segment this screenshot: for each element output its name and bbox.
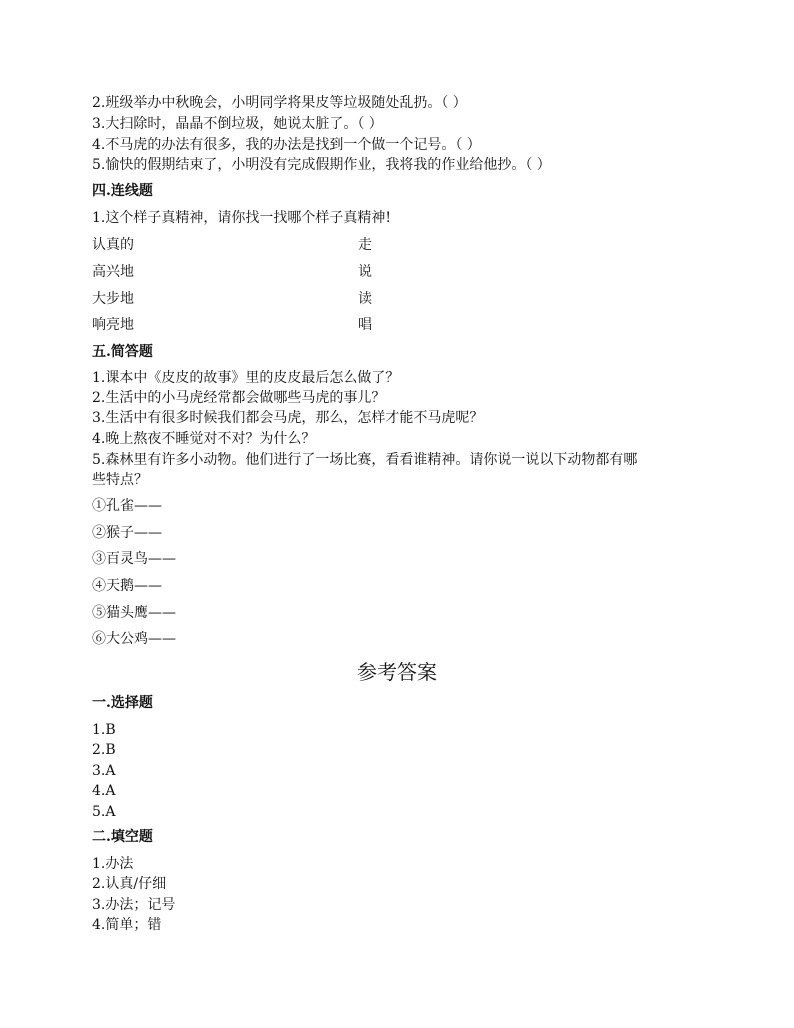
matching-right-item: 走 bbox=[358, 237, 372, 253]
short-answer-question: 1.课本中《皮皮的故事》里的皮皮最后怎么做了？ bbox=[92, 370, 400, 386]
answer-item: 2.认真/仔细 bbox=[92, 876, 167, 892]
matching-question: 1.这个样子真精神，请你找一找哪个样子真精神! bbox=[92, 210, 391, 226]
answer-item: 2.B bbox=[92, 742, 116, 758]
answer-item: 3.A bbox=[92, 763, 116, 779]
answer-item: 1.B bbox=[92, 722, 116, 738]
section-heading-matching: 四.连线题 bbox=[92, 183, 153, 199]
answers-title: 参考答案 bbox=[357, 660, 437, 684]
judge-item-3: 3.大扫除时，晶晶不倒垃圾，她说太脏了。（ ） bbox=[92, 116, 383, 132]
answer-item: 5.A bbox=[92, 804, 116, 820]
matching-right-item: 说 bbox=[358, 264, 372, 280]
animal-item: ⑤猫头鹰—— bbox=[92, 605, 176, 621]
matching-left-item: 大步地 bbox=[92, 291, 134, 307]
answer-item: 1.办法 bbox=[92, 856, 134, 872]
answer-item: 4.A bbox=[92, 783, 116, 799]
answers-section-heading-choice: 一.选择题 bbox=[92, 695, 153, 711]
section-heading-short-answer: 五.简答题 bbox=[92, 344, 153, 360]
judge-item-4: 4.不马虎的办法有很多，我的办法是找到一个做一个记号。（ ） bbox=[92, 137, 481, 153]
judge-item-5: 5.愉快的假期结束了，小明没有完成假期作业，我将我的作业给他抄。（ ） bbox=[92, 157, 551, 173]
short-answer-question: 2.生活中的小马虎经常都会做哪些马虎的事儿？ bbox=[92, 390, 386, 406]
matching-left-item: 响亮地 bbox=[92, 317, 134, 333]
answer-item: 3.办法；记号 bbox=[92, 897, 176, 913]
animal-item: ②猴子—— bbox=[92, 525, 162, 541]
short-answer-question: 5.森林里有许多小动物。他们进行了一场比赛，看看谁精神。请你说一说以下动物都有哪 bbox=[92, 452, 638, 468]
short-answer-question: 4.晚上熬夜不睡觉对不对？为什么？ bbox=[92, 431, 316, 447]
answer-item: 4.简单；错 bbox=[92, 917, 162, 933]
short-answer-question: 3.生活中有很多时候我们都会马虎，那么，怎样才能不马虎呢？ bbox=[92, 410, 484, 426]
animal-item: ③百灵鸟—— bbox=[92, 551, 176, 567]
matching-right-item: 唱 bbox=[358, 317, 372, 333]
matching-right-item: 读 bbox=[358, 291, 372, 307]
short-answer-question-continued: 些特点？ bbox=[92, 472, 148, 488]
judge-item-2: 2.班级举办中秋晚会，小明同学将果皮等垃圾随处乱扔。（ ） bbox=[92, 95, 467, 111]
matching-left-item: 认真的 bbox=[92, 237, 134, 253]
animal-item: ①孔雀—— bbox=[92, 498, 162, 514]
animal-item: ⑥大公鸡—— bbox=[92, 631, 176, 647]
answers-section-heading-fill: 二.填空题 bbox=[92, 829, 153, 845]
animal-item: ④天鹅—— bbox=[92, 578, 162, 594]
matching-left-item: 高兴地 bbox=[92, 264, 134, 280]
